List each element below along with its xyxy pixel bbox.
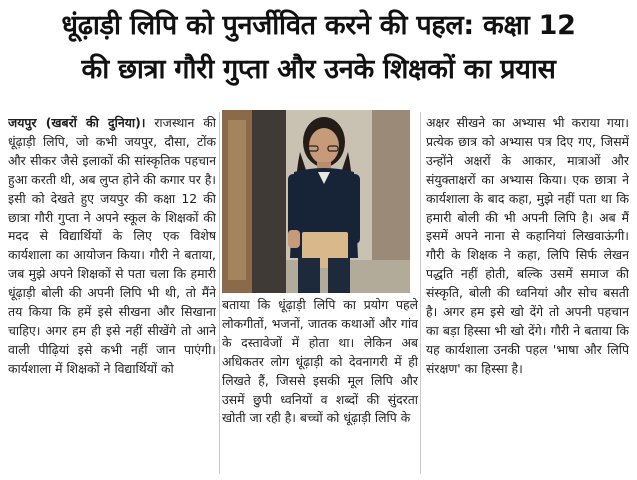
headline-line-1: धूंढ़ाड़ी लिपि को पुनर्जीवित करने की पहल: कक्षा 12 bbox=[61, 10, 576, 41]
article-text-left: राजस्थान की धूंढ़ाड़ी लिपि, जो कभी जयपुर, दौसा, टोंक और सीकर जैसे इलाकों की सांस्कृतिक पहचान हुआ करती थी, अब लुप्त होने की कगार पर है। इसी को देखते हुए जयपुर की कक्षा 12 की छात्रा गौरी गुप्ता ने अपने स्कूल के शिक्षकों की मदद से विद्यार्थियों के लिए एक विशेष कार्यशाला का आयोजन किया। गौरी ने बताया, जब मुझे अपने शिक्षकों से पता चला कि हमारी धूंढ़ाड़ी बोली की अपनी लिपि भी थी, तो मैंने तय किया कि हमें इसे सीखना और सिखाना चाहिए। अगर हम ही इसे नहीं सीखेंगे तो आने वाली पीढ़ियां इसे कभी नहीं जान पाएंगी। कार्यशाला में शिक्षकों ने विद्यार्थियों को bbox=[8, 115, 216, 376]
column-divider bbox=[219, 112, 220, 474]
article-text-right: अक्षर सीखने का अभ्यास भी कराया गया। प्रत्येक छात्र को अभ्यास पत्र दिए गए, जिसमें उन्होंने अक्षरों के आकार, मात्राओं और संयुक्ताक्षरों का अभ्यास किया। एक छात्रा ने कार्यशाला के बाद कहा, मुझे नहीं पता था कि हमारी बोली की भी अपनी लिपि है। अब मैं इसमें अपने नाना से कहानियां लिखवाऊंगी। गौरी के शिक्षक ने कहा, लिपि सिर्फ लेखन पद्धति नहीं होती, बल्कि उसमें समाज की संस्कृति, बोली की ध्वनियां और सोच बसती है। अगर हम इसे खो देंगे तो अपनी पहचान का बड़ा हिस्सा भी खो देंगे। गौरी ने बताया कि यह कार्यशाला उनकी पहल 'भाषा और लिपि संरक्षण' का हिस्सा है। bbox=[426, 115, 629, 376]
headline-line-2: की छात्रा गौरी गुप्ता और उनके शिक्षकों का प्रयास bbox=[81, 54, 556, 85]
dateline: जयपुर (खबरों की दुनिया)। bbox=[8, 115, 146, 130]
article-text-middle: बताया कि धूंढ़ाड़ी लिपि का प्रयोग पहले लोकगीतों, भजनों, जातक कथाओं और गांव के दस्तावेजों में होता था। लेकिन अब अधिकतर लोग धूंढ़ाड़ी को देवनागरी में ही लिखते हैं, जिससे इसकी मूल लिपि और उसमें छुपी ध्वनियों व शब्दों की सुंदरता खोती जा रही है। बच्चों को धूंढ़ाड़ी लिपि के bbox=[222, 297, 418, 426]
article-column-right bbox=[426, 114, 629, 476]
article-column-left bbox=[8, 114, 216, 476]
column-divider bbox=[420, 112, 421, 474]
student-photo bbox=[222, 110, 410, 293]
student-photo-illustration bbox=[222, 110, 410, 293]
headline bbox=[0, 4, 637, 92]
article-column-middle bbox=[222, 296, 418, 476]
